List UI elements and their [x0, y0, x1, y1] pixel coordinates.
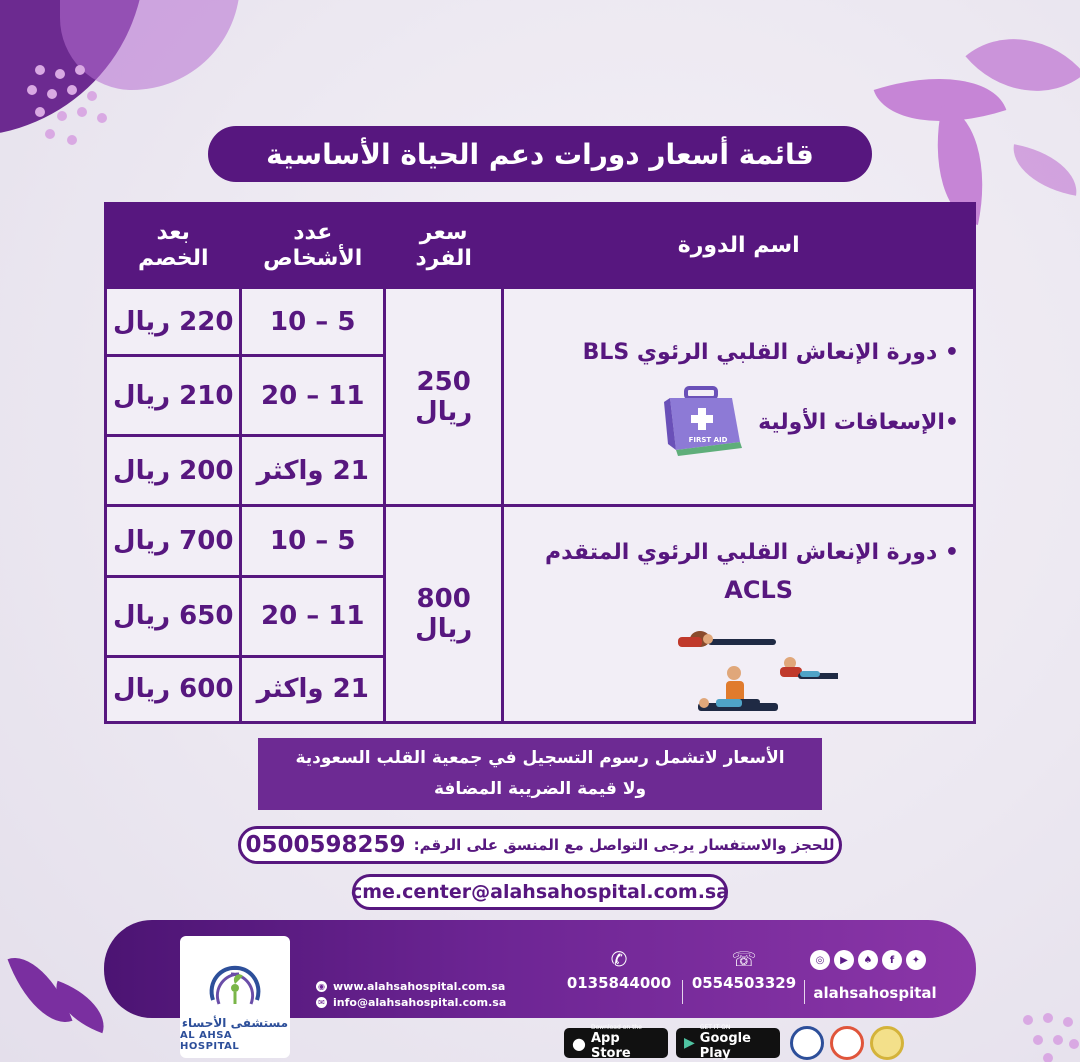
notice-line: الأسعار لاتشمل رسوم التسجيل في جمعية القلب السعودية — [295, 748, 785, 769]
header-after-discount — [106, 204, 241, 288]
info-email-row — [316, 994, 506, 1010]
logo-text-ar: مستشفى الأحساء — [181, 1016, 289, 1030]
notice-line: ولا قيمة الضريبة المضافة — [433, 779, 647, 799]
social-icons — [810, 950, 926, 970]
course-cell-bls — [503, 288, 975, 506]
header-line: سعر — [419, 220, 468, 246]
table-header-row — [106, 204, 975, 288]
persons-cell: 21 واكثر — [241, 436, 384, 506]
discount-cell: 650 ريال — [106, 576, 241, 656]
app-store-text — [591, 1025, 660, 1061]
booking-phone — [238, 826, 842, 864]
landline-number[interactable]: 0135844000 — [566, 974, 672, 992]
google-play-label: Google Play — [699, 1031, 751, 1061]
separator — [682, 980, 683, 1004]
first-aid-kit-icon — [664, 386, 744, 458]
header-course-name: اسم الدورة — [503, 204, 975, 288]
header-line: الفرد — [415, 245, 472, 271]
youtube-icon[interactable]: ▶ — [834, 950, 854, 970]
website-link[interactable]: www.alahsahospital.com.sa — [333, 979, 506, 993]
table-row — [106, 288, 975, 356]
header-persons — [241, 204, 384, 288]
discount-cell: 600 ريال — [106, 656, 241, 722]
apple-icon: ● — [572, 1033, 586, 1053]
accreditation-logo — [870, 1026, 904, 1060]
email-icon: ✉ — [316, 997, 327, 1008]
google-play-badge[interactable] — [676, 1024, 780, 1061]
course-line-row — [518, 386, 959, 458]
decorative-dots — [20, 60, 120, 150]
persons-cell: 11 – 20 — [241, 576, 384, 656]
hospital-logo-icon — [203, 960, 267, 1016]
price-table — [104, 202, 976, 724]
whatsapp-icon: ☏ — [731, 947, 757, 971]
google-play-text — [700, 1025, 772, 1061]
discount-cell: 220 ريال — [106, 288, 241, 356]
page-title: قائمة أسعار دورات دعم الحياة الأساسية — [208, 126, 872, 182]
discount-cell: 210 ريال — [106, 356, 241, 436]
instagram-icon[interactable]: ◎ — [810, 950, 830, 970]
phone-icon: ✆ — [610, 947, 628, 971]
persons-cell: 11 – 20 — [241, 356, 384, 436]
globe-icon: ◉ — [316, 981, 327, 992]
course-line: • دورة الإنعاش القلبي الرئوي المتقدم — [545, 540, 959, 566]
header-line: الأشخاص — [263, 245, 363, 271]
decorative-leaf — [1007, 144, 1080, 196]
decorative-dots — [1018, 1010, 1080, 1062]
play-icon: ▶ — [684, 1035, 695, 1051]
social-handle-text[interactable]: alahsahospital — [813, 984, 937, 1002]
info-email-link[interactable]: info@alahsahospital.com.sa — [333, 995, 507, 1009]
twitter-icon[interactable]: ✦ — [906, 950, 926, 970]
app-store-label: App Store — [590, 1031, 631, 1061]
phone-number[interactable]: 0500598259 — [245, 832, 406, 858]
google-play-small-text: GET IT ON — [699, 1024, 731, 1031]
social-handle — [808, 984, 942, 1002]
cpr-people-icon — [638, 617, 838, 717]
price-cell: 250 ريال — [384, 288, 502, 506]
pricing-notice — [258, 738, 822, 810]
course-cell-acls — [503, 506, 975, 723]
discount-cell: 700 ريال — [106, 506, 241, 576]
accreditation-logo — [790, 1026, 824, 1060]
persons-cell: 21 واكثر — [241, 656, 384, 722]
persons-cell: 5 – 10 — [241, 506, 384, 576]
discount-cell: 200 ريال — [106, 436, 241, 506]
header-line: الخصم — [137, 245, 209, 271]
snapchat-icon[interactable]: ♠ — [858, 950, 878, 970]
whatsapp-contact — [688, 944, 800, 992]
phone-label: للحجز والاستفسار يرجى التواصل مع المنسق على الرقم: — [413, 836, 835, 854]
course-line: • دورة الإنعاش القلبي الرئوي BLS — [582, 340, 959, 366]
landline-contact — [562, 944, 676, 992]
hospital-logo — [180, 936, 290, 1058]
kit-label: FIRST AID — [688, 436, 728, 445]
header-line: عدد — [293, 220, 333, 246]
course-line: ACLS — [724, 575, 794, 604]
logo-text-en: AL AHSA HOSPITAL — [180, 1030, 240, 1052]
website-row — [316, 978, 506, 994]
app-store-badge[interactable] — [564, 1024, 668, 1061]
table-row — [106, 506, 975, 576]
persons-cell: 5 – 10 — [241, 288, 384, 356]
accreditation-logo — [830, 1026, 864, 1060]
header-individual-price — [384, 204, 502, 288]
web-info — [316, 978, 506, 1010]
header-line: بعد — [156, 220, 190, 246]
price-cell: 800 ريال — [384, 506, 502, 723]
course-line: •الإسعافات الأولية — [758, 409, 959, 435]
separator — [804, 980, 805, 1004]
contact-email[interactable]: cme.center@alahsahospital.com.sa — [352, 874, 728, 910]
facebook-icon[interactable]: f — [882, 950, 902, 970]
app-store-small-text: Download on the — [590, 1024, 642, 1031]
whatsapp-number[interactable]: 0554503329 — [691, 974, 797, 992]
